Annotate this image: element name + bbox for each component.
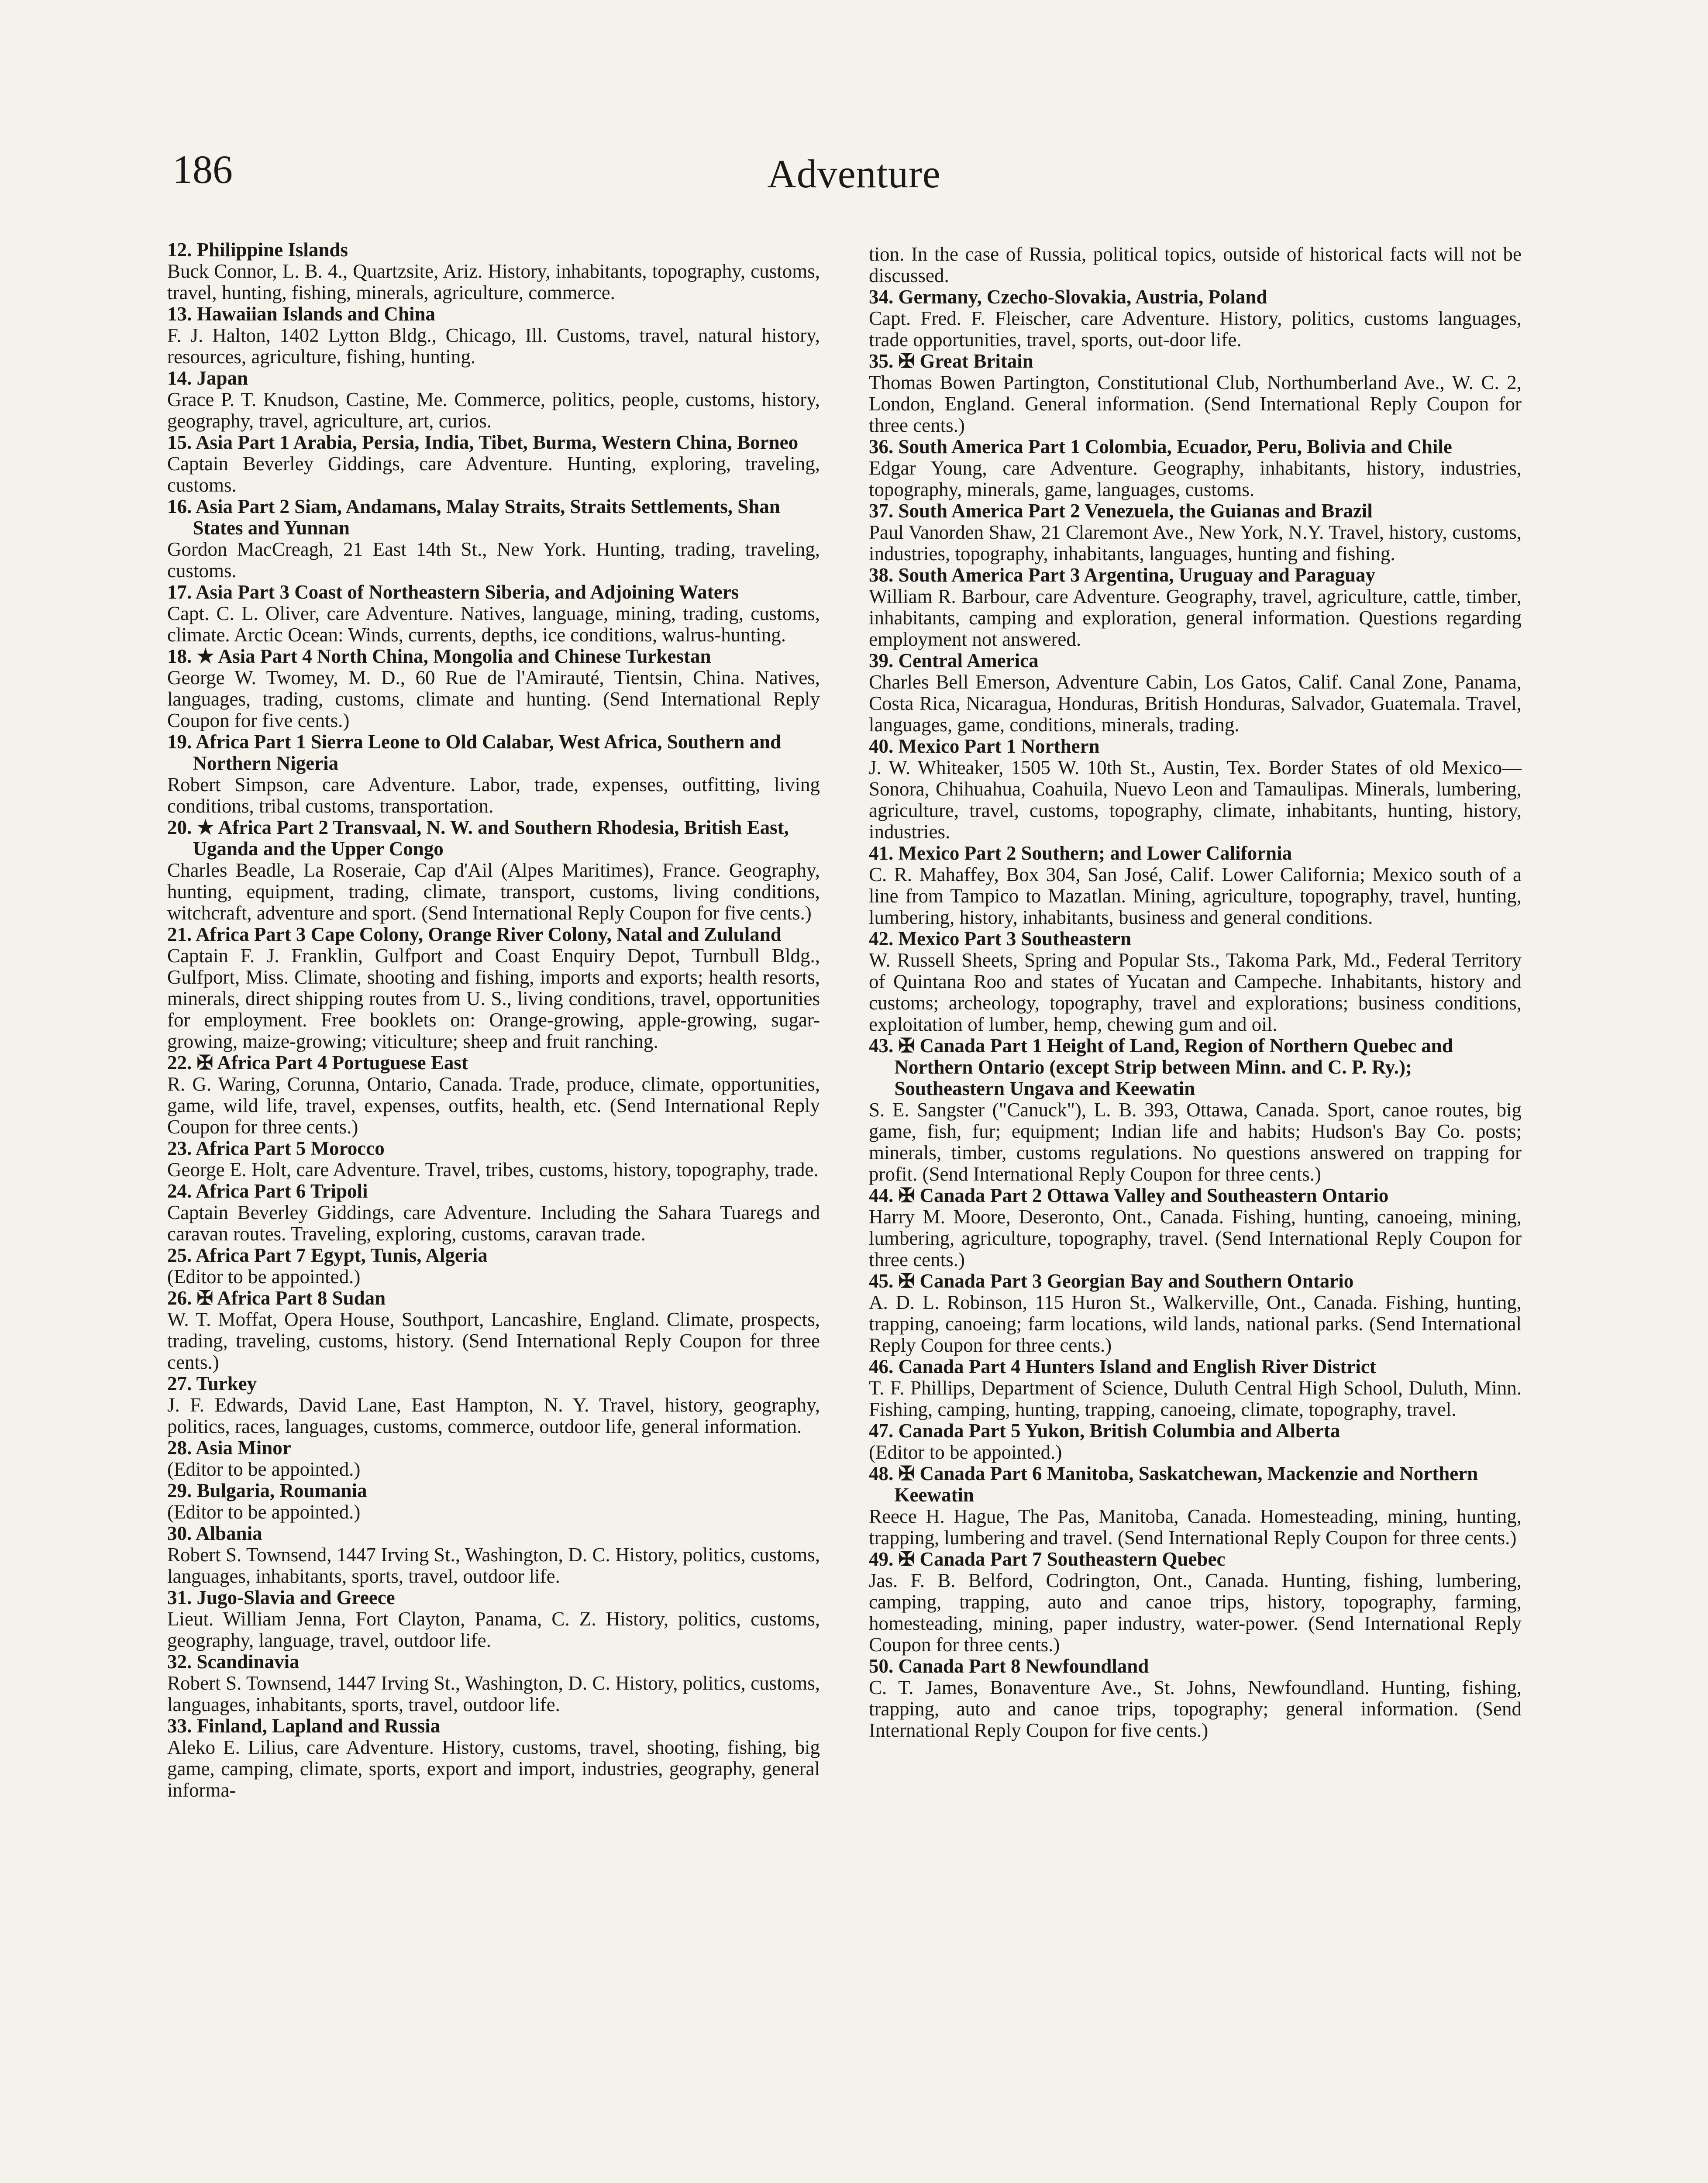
- directory-entry: [869, 1035, 1522, 1185]
- entry-heading: 36. South America Part 1 Colombia, Ecuador, Peru, Bolivia and Chile: [869, 436, 1452, 458]
- entry-body: J. W. Whiteaker, 1505 W. 10th St., Austin, Tex. Border States of old Mexico—Sonora, Chihuahua, Coahuila, Nuevo Leon and Tamaulipas. Minerals, lumbering, agriculture, travel, customs, topography, climate, inhabitants, hunting, history, industries.: [869, 757, 1522, 843]
- entry-body: S. E. Sangster ("Canuck"), L. B. 393, Ottawa, Canada. Sport, canoe routes, big game, fish, fur; equipment; Indian life and habits; Hudson's Bay Co. posts; minerals, timber, customs regulations. No questions answered on trapping for profit. (Send International Reply Coupon for three cents.): [869, 1099, 1522, 1185]
- entry-body: Robert Simpson, care Adventure. Labor, trade, expenses, outfitting, living conditions, tribal customs, transportation.: [167, 774, 820, 817]
- entry-heading: 39. Central America: [869, 650, 1039, 671]
- directory-entry: [167, 1587, 820, 1651]
- entry-heading: 42. Mexico Part 3 Southeastern: [869, 928, 1132, 950]
- entry-heading: 38. South America Part 3 Argentina, Uruguay and Paraguay: [869, 564, 1376, 586]
- entry-heading: 48. ✠ Canada Part 6 Manitoba, Saskatchewan, Mackenzie and Northern Keewatin: [869, 1463, 1478, 1506]
- entry-heading: 34. Germany, Czecho-Slovakia, Austria, Poland: [869, 286, 1267, 308]
- entry-heading: 18. ★ Asia Part 4 North China, Mongolia and Chinese Turkestan: [167, 645, 711, 667]
- entry-heading: 26. ✠ Africa Part 8 Sudan: [167, 1287, 386, 1309]
- directory-entry: [167, 1288, 820, 1373]
- entry-body: George W. Twomey, M. D., 60 Rue de l'Amirauté, Tientsin, China. Natives, languages, trading, customs, climate and hunting. (Send International Reply Coupon for five cents.): [167, 667, 820, 731]
- entry-heading: 25. Africa Part 7 Egypt, Tunis, Algeria: [167, 1244, 488, 1266]
- directory-entry: [167, 1245, 820, 1288]
- entry-heading: 14. Japan: [167, 367, 248, 389]
- directory-entry: [869, 1356, 1522, 1420]
- entry-heading: 37. South America Part 2 Venezuela, the Guianas and Brazil: [869, 500, 1373, 522]
- entry-heading: 21. Africa Part 3 Cape Colony, Orange River Colony, Natal and Zululand: [167, 923, 782, 945]
- entry-body: T. F. Phillips, Department of Science, Duluth Central High School, Duluth, Minn. Fishing, camping, hunting, trapping, canoeing, climate, topography, travel.: [869, 1377, 1522, 1420]
- entry-heading: 47. Canada Part 5 Yukon, British Columbia and Alberta: [869, 1420, 1340, 1442]
- entry-body: Paul Vanorden Shaw, 21 Claremont Ave., New York, N.Y. Travel, history, customs, industries, topography, inhabitants, languages, hunting and fishing.: [869, 521, 1522, 565]
- directory-entry: [869, 650, 1522, 736]
- entry-body: Grace P. T. Knudson, Castine, Me. Commerce, politics, people, customs, history, geography, travel, agriculture, art, curios.: [167, 389, 820, 432]
- entry-body: Robert S. Townsend, 1447 Irving St., Washington, D. C. History, politics, customs, languages, inhabitants, sports, travel, outdoor life.: [167, 1672, 820, 1715]
- entry-body: Captain Beverley Giddings, care Adventure. Hunting, exploring, traveling, customs.: [167, 453, 820, 496]
- entry-body: R. G. Waring, Corunna, Ontario, Canada. Trade, produce, climate, opportunities, game, wild life, travel, expenses, outfits, health, etc. (Send International Reply Coupon for three cents.): [167, 1073, 820, 1138]
- entry-body: (Editor to be appointed.): [167, 1266, 361, 1288]
- directory-entry: [869, 351, 1522, 436]
- entry-body: Charles Bell Emerson, Adventure Cabin, Los Gatos, Calif. Canal Zone, Panama, Costa Rica, Nicaragua, Honduras, British Honduras, Salvador, Guatemala. Travel, languages, game, conditions, minerals, trading.: [869, 671, 1522, 736]
- entry-body: Robert S. Townsend, 1447 Irving St., Washington, D. C. History, politics, customs, languages, inhabitants, sports, travel, outdoor life.: [167, 1544, 820, 1587]
- directory-entry: [167, 1437, 820, 1480]
- entry-heading: 46. Canada Part 4 Hunters Island and English River District: [869, 1356, 1376, 1377]
- directory-entry: [167, 924, 820, 1052]
- entry-heading: 49. ✠ Canada Part 7 Southeastern Quebec: [869, 1548, 1226, 1570]
- directory-entry: [167, 1138, 820, 1181]
- directory-entry: [167, 432, 820, 496]
- entry-body: William R. Barbour, care Adventure. Geography, travel, agriculture, cattle, timber, inhabitants, camping and exploration, general information. Questions regarding employment not answered.: [869, 585, 1522, 650]
- entry-heading: 12. Philippine Islands: [167, 239, 348, 261]
- directory-entry: [869, 1549, 1522, 1656]
- entry-heading: 44. ✠ Canada Part 2 Ottawa Valley and Southeastern Ontario: [869, 1184, 1389, 1206]
- entry-heading: 33. Finland, Lapland and Russia: [167, 1715, 441, 1737]
- entry-body: C. T. James, Bonaventure Ave., St. Johns, Newfoundland. Hunting, fishing, trapping, auto and canoe trips, topography; general information. (Send International Reply Coupon for five cents.): [869, 1677, 1522, 1741]
- entry-heading: 29. Bulgaria, Roumania: [167, 1480, 367, 1501]
- entry-heading: 40. Mexico Part 1 Northern: [869, 735, 1100, 757]
- directory-entry: [869, 286, 1522, 351]
- entry-body: Reece H. Hague, The Pas, Manitoba, Canada. Homesteading, mining, hunting, trapping, lumbering and travel. (Send International Reply Coupon for three cents.): [869, 1505, 1522, 1549]
- entry-body: Buck Connor, L. B. 4., Quartzsite, Ariz. History, inhabitants, topography, customs, travel, hunting, fishing, minerals, agriculture, commerce.: [167, 260, 820, 303]
- directory-entry: [869, 843, 1522, 928]
- entry-heading: 20. ★ Africa Part 2 Transvaal, N. W. and Southern Rhodesia, British East, Uganda and the Upper Congo: [167, 816, 789, 860]
- page-title: Adventure: [767, 152, 941, 196]
- directory-entry: [869, 244, 1522, 286]
- directory-entry: [167, 646, 820, 731]
- entry-body: F. J. Halton, 1402 Lytton Bldg., Chicago, Ill. Customs, travel, natural history, resources, agriculture, fishing, hunting.: [167, 324, 820, 368]
- directory-entry: [167, 1480, 820, 1523]
- entry-heading: 28. Asia Minor: [167, 1437, 291, 1459]
- entry-body: C. R. Mahaffey, Box 304, San José, Calif. Lower California; Mexico south of a line from Tampico to Mazatlan. Mining, agriculture, topography, travel, hunting, lumbering, history, inhabitants, business and general conditions.: [869, 864, 1522, 928]
- entry-body: A. D. L. Robinson, 115 Huron St., Walkerville, Ont., Canada. Fishing, hunting, trapping, canoeing; farm locations, wild lands, national parks. (Send International Reply Coupon for three cents.): [869, 1291, 1522, 1356]
- entry-heading: 23. Africa Part 5 Morocco: [167, 1137, 385, 1159]
- entry-heading: 30. Albania: [167, 1522, 262, 1544]
- directory-entry: [167, 1052, 820, 1138]
- entry-body: Charles Beadle, La Roseraie, Cap d'Ail (Alpes Maritimes), France. Geography, hunting, equipment, trading, climate, transport, customs, living conditions, witchcraft, adventure and sport. (Send International Reply Coupon for five cents.): [167, 859, 820, 924]
- directory-entry: [869, 500, 1522, 565]
- page-number: 186: [172, 147, 233, 192]
- directory-entry: [869, 1656, 1522, 1741]
- left-column: [167, 239, 820, 1801]
- entry-body: Harry M. Moore, Deseronto, Ont., Canada. Fishing, hunting, canoeing, mining, lumbering, agriculture, topography, travel. (Send International Reply Coupon for three cents.): [869, 1206, 1522, 1271]
- entry-body: (Editor to be appointed.): [167, 1501, 361, 1523]
- entry-heading: 31. Jugo-Slavia and Greece: [167, 1587, 395, 1608]
- entry-body: Jas. F. B. Belford, Codrington, Ont., Canada. Hunting, fishing, lumbering, camping, trapping, auto and canoe trips, history, topography, farming, homesteading, mining, paper industry, water-power. (Send International Reply Coupon for three cents.): [869, 1570, 1522, 1656]
- directory-entry: [167, 368, 820, 432]
- entry-body: W. T. Moffat, Opera House, Southport, Lancashire, England. Climate, prospects, trading, traveling, customs, history. (Send International Reply Coupon for three cents.): [167, 1308, 820, 1373]
- entry-heading: 19. Africa Part 1 Sierra Leone to Old Calabar, West Africa, Southern and Northern Nigeria: [167, 731, 782, 774]
- directory-entry: [869, 1463, 1522, 1549]
- entry-heading: 17. Asia Part 3 Coast of Northeastern Siberia, and Adjoining Waters: [167, 581, 739, 603]
- directory-entry: [167, 496, 820, 582]
- entry-body: Captain F. J. Franklin, Gulfport and Coast Enquiry Depot, Turnbull Bldg., Gulfport, Miss. Climate, shooting and fishing, imports and exports; health resorts, minerals, direct shipping routes from U. S., living conditions, travel, opportunities for employment. Free booklets on: Orange-growing, apple-growing, sugar-growing, maize-growing; viticulture; sheep and fruit ranching.: [167, 945, 820, 1052]
- entry-heading: 16. Asia Part 2 Siam, Andamans, Malay Straits, Straits Settlements, Shan States and Yunnan: [167, 496, 780, 539]
- right-column: [869, 244, 1522, 1741]
- entry-body: Capt. C. L. Oliver, care Adventure. Natives, language, mining, trading, customs, climate. Arctic Ocean: Winds, currents, depths, ice conditions, walrus-hunting.: [167, 603, 820, 646]
- directory-entry: [167, 817, 820, 924]
- directory-entry: [167, 303, 820, 368]
- entry-heading: 32. Scandinavia: [167, 1651, 300, 1673]
- directory-entry: [167, 1181, 820, 1245]
- directory-entry: [869, 736, 1522, 843]
- entry-heading: 41. Mexico Part 2 Southern; and Lower California: [869, 842, 1292, 864]
- directory-entry: [167, 582, 820, 646]
- directory-entry: [869, 928, 1522, 1035]
- entry-heading: 35. ✠ Great Britain: [869, 350, 1033, 372]
- directory-entry: [869, 565, 1522, 650]
- entry-body: Edgar Young, care Adventure. Geography, inhabitants, history, industries, topography, minerals, game, languages, customs.: [869, 457, 1522, 500]
- entry-body: Capt. Fred. F. Fleischer, care Adventure. History, politics, customs languages, trade opportunities, travel, sports, out-door life.: [869, 307, 1522, 351]
- directory-entry: [167, 731, 820, 817]
- entry-body: George E. Holt, care Adventure. Travel, tribes, customs, history, topography, trade.: [167, 1159, 819, 1181]
- entry-heading: 22. ✠ Africa Part 4 Portuguese East: [167, 1052, 468, 1074]
- entry-heading: 50. Canada Part 8 Newfoundland: [869, 1655, 1149, 1677]
- directory-entry: [167, 1373, 820, 1437]
- entry-body: Aleko E. Lilius, care Adventure. History, customs, travel, shooting, fishing, big game, camping, climate, sports, export and import, industries, geography, general informa-: [167, 1736, 820, 1801]
- entry-heading: 43. ✠ Canada Part 1 Height of Land, Region of Northern Quebec and Northern Ontario (except Strip between Minn. and C. P. Ry.); Southeastern Ungava and Keewatin: [869, 1035, 1453, 1099]
- entry-heading: 15. Asia Part 1 Arabia, Persia, India, Tibet, Burma, Western China, Borneo: [167, 431, 799, 453]
- directory-entry: [167, 1523, 820, 1587]
- entry-heading: 13. Hawaiian Islands and China: [167, 303, 435, 325]
- entry-body: J. F. Edwards, David Lane, East Hampton, N. Y. Travel, history, geography, politics, races, languages, customs, commerce, outdoor life, general information.: [167, 1394, 820, 1437]
- entry-body: Captain Beverley Giddings, care Adventure. Including the Sahara Tuaregs and caravan routes. Traveling, exploring, customs, caravan trade.: [167, 1202, 820, 1245]
- entry-heading: 45. ✠ Canada Part 3 Georgian Bay and Southern Ontario: [869, 1270, 1354, 1292]
- directory-entry: [869, 1271, 1522, 1356]
- entry-body: W. Russell Sheets, Spring and Popular Sts., Takoma Park, Md., Federal Territory of Quintana Roo and states of Yucatan and Campeche. Inhabitants, history and customs; archeology, topography, travel and explorations; business conditions, exploitation of lumber, hemp, chewing gum and oil.: [869, 949, 1522, 1035]
- directory-entry: [167, 239, 820, 303]
- entry-heading: 24. Africa Part 6 Tripoli: [167, 1180, 368, 1202]
- entry-body: tion. In the case of Russia, political topics, outside of historical facts will not be discussed.: [869, 243, 1522, 286]
- entry-body: (Editor to be appointed.): [167, 1458, 361, 1480]
- entry-heading: 27. Turkey: [167, 1373, 257, 1395]
- directory-entry: [869, 1420, 1522, 1463]
- entry-body: Lieut. William Jenna, Fort Clayton, Panama, C. Z. History, politics, customs, geography, language, travel, outdoor life.: [167, 1608, 820, 1651]
- directory-entry: [167, 1651, 820, 1715]
- directory-entry: [869, 436, 1522, 500]
- directory-entry: [869, 1185, 1522, 1271]
- directory-entry: [167, 1715, 820, 1801]
- entry-body: Gordon MacCreagh, 21 East 14th St., New York. Hunting, trading, traveling, customs.: [167, 538, 820, 582]
- entry-body: (Editor to be appointed.): [869, 1441, 1062, 1463]
- entry-body: Thomas Bowen Partington, Constitutional Club, Northumberland Ave., W. C. 2, London, England. General information. (Send International Reply Coupon for three cents.): [869, 372, 1522, 436]
